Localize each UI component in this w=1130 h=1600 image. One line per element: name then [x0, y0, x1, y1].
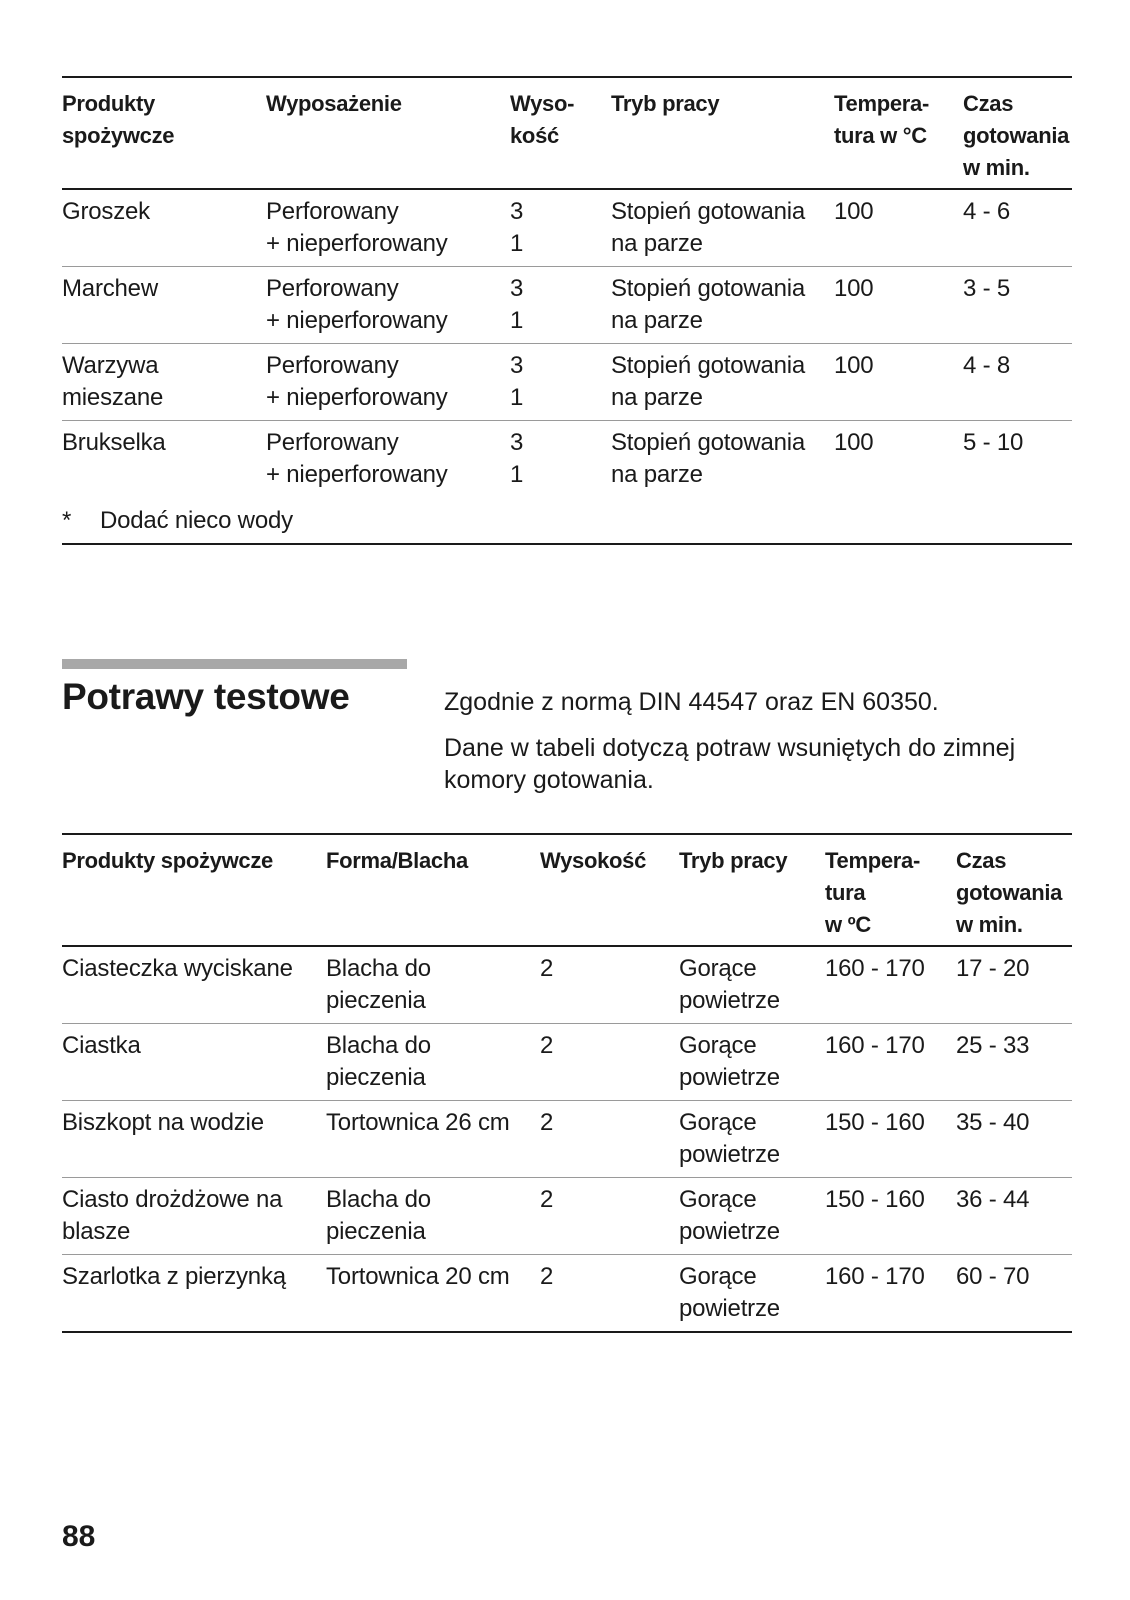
header-cell: Produkty spożywcze [62, 848, 273, 873]
mode-cell: Gorące powietrze [679, 955, 780, 1014]
product-cell: Ciasteczka wyciskane [62, 955, 293, 982]
form-cell: Tortownica 26 cm [326, 1109, 510, 1136]
header-cell: Forma/Blacha [326, 848, 468, 873]
height-cell: 2 [540, 1109, 554, 1136]
table-header-row [62, 77, 1072, 189]
time-cell: 60 - 70 [956, 1263, 1030, 1290]
mode-cell: Gorące powietrze [679, 1263, 780, 1322]
header-cell: Tryb pracy [679, 848, 788, 873]
intro-paragraph: Zgodnie z normą DIN 44547 oraz EN 60350. [444, 688, 939, 716]
header-cell: Czas gotowania w min. [963, 91, 1070, 180]
time-cell: 5 - 10 [963, 429, 1024, 456]
footnote [62, 497, 1072, 544]
product-cell: Brukselka [62, 429, 166, 456]
time-cell: 36 - 44 [956, 1186, 1030, 1213]
header-cell: Produkty spożywcze [62, 91, 175, 148]
form-cell: Tortownica 20 cm [326, 1263, 510, 1290]
section-accent-bar [62, 659, 407, 669]
product-cell: Warzywa mieszane [62, 352, 164, 411]
temperature-cell: 150 - 160 [825, 1109, 925, 1136]
intro-paragraph: Dane w tabeli dotyczą potraw wsuniętych do zimnej komory gotowania. [444, 734, 1016, 794]
time-cell: 4 - 6 [963, 198, 1011, 225]
test-dishes-table [62, 833, 1072, 1333]
header-cell: Wysokość [540, 848, 647, 873]
height-cell: 2 [540, 1032, 554, 1059]
mode-cell: Stopień gotowania na parze [611, 429, 806, 488]
header-cell: Wyposażenie [266, 91, 402, 116]
table-row [62, 1255, 1072, 1333]
equipment-cell: Perforowany + nieperforowany [266, 198, 448, 257]
height-cell: 3 1 [510, 198, 524, 257]
height-cell: 2 [540, 955, 554, 982]
form-cell: Blacha do pieczenia [326, 1032, 431, 1091]
temperature-cell: 160 - 170 [825, 955, 925, 982]
footnote-mark: * [62, 507, 72, 534]
header-cell: Tempera- tura w ºC [825, 848, 920, 937]
temperature-cell: 160 - 170 [825, 1263, 925, 1290]
table-row [62, 189, 1072, 267]
time-cell: 17 - 20 [956, 955, 1030, 982]
mode-cell: Stopień gotowania na parze [611, 275, 806, 334]
mode-cell: Gorące powietrze [679, 1186, 780, 1245]
equipment-cell: Perforowany + nieperforowany [266, 429, 448, 488]
height-cell: 3 1 [510, 429, 524, 488]
header-cell: Tempera- tura w °C [834, 91, 929, 148]
mode-cell: Gorące powietrze [679, 1109, 780, 1168]
product-cell: Ciasto drożdżowe na blasze [62, 1186, 283, 1245]
time-cell: 25 - 33 [956, 1032, 1030, 1059]
product-cell: Szarlotka z pierzynką [62, 1263, 286, 1290]
table-row [62, 946, 1072, 1024]
mode-cell: Stopień gotowania na parze [611, 198, 806, 257]
header-cell: Wyso- kość [510, 91, 575, 148]
height-cell: 2 [540, 1263, 554, 1290]
equipment-cell: Perforowany + nieperforowany [266, 275, 448, 334]
height-cell: 3 1 [510, 275, 524, 334]
height-cell: 3 1 [510, 352, 524, 411]
table-header-row [62, 834, 1072, 946]
form-cell: Blacha do pieczenia [326, 1186, 431, 1245]
height-cell: 2 [540, 1186, 554, 1213]
product-cell: Marchew [62, 275, 158, 302]
table-row [62, 1178, 1072, 1255]
mode-cell: Stopień gotowania na parze [611, 352, 806, 411]
temperature-cell: 100 [834, 275, 874, 302]
header-cell: Tryb pracy [611, 91, 720, 116]
table-row [62, 344, 1072, 421]
equipment-cell: Perforowany + nieperforowany [266, 352, 448, 411]
product-cell: Groszek [62, 198, 150, 225]
time-cell: 3 - 5 [963, 275, 1011, 302]
header-cell: Czas gotowania w min. [956, 848, 1063, 937]
temperature-cell: 160 - 170 [825, 1032, 925, 1059]
temperature-cell: 100 [834, 352, 874, 379]
table-row [62, 421, 1072, 498]
mode-cell: Gorące powietrze [679, 1032, 780, 1091]
page-number: 88 [62, 1520, 96, 1553]
table-row [62, 267, 1072, 344]
time-cell: 4 - 8 [963, 352, 1011, 379]
table-row [62, 1101, 1072, 1178]
product-cell: Biszkopt na wodzie [62, 1109, 264, 1136]
footnote-text: Dodać nieco wody [100, 507, 293, 534]
temperature-cell: 150 - 160 [825, 1186, 925, 1213]
product-cell: Ciastka [62, 1032, 141, 1059]
section-title: Potrawy testowe [62, 676, 350, 717]
table-row [62, 1024, 1072, 1101]
vegetables-steaming-table [62, 76, 1072, 545]
section-intro [444, 686, 1064, 810]
form-cell: Blacha do pieczenia [326, 955, 431, 1014]
table-footnote-row [62, 497, 1072, 544]
temperature-cell: 100 [834, 429, 874, 456]
temperature-cell: 100 [834, 198, 874, 225]
time-cell: 35 - 40 [956, 1109, 1030, 1136]
